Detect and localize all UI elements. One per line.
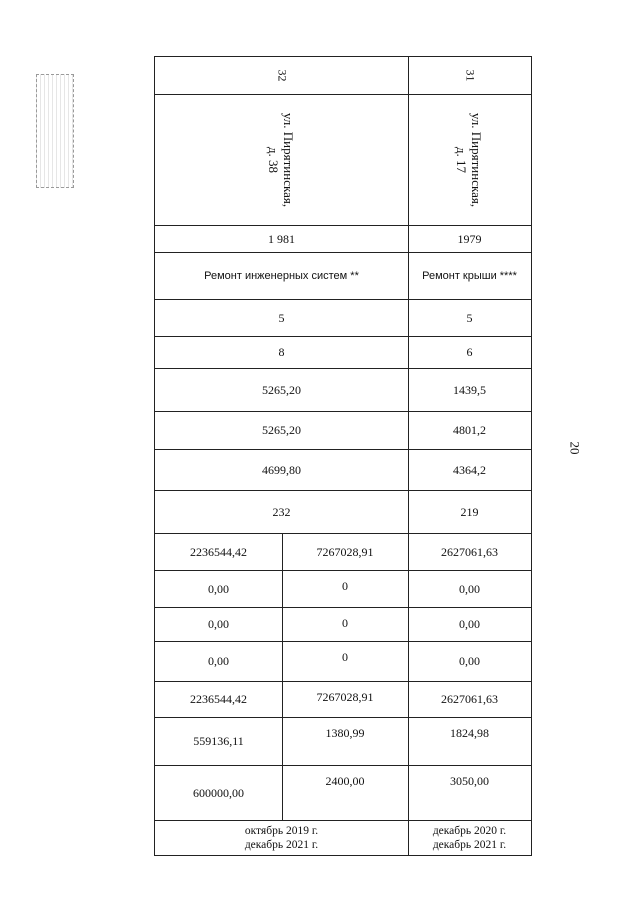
address-row [155,94,531,225]
floors-row [155,299,531,336]
cost-row [155,765,531,820]
year-32: 1 981 [268,231,295,246]
entrances-row [155,336,531,368]
cost-31: 0,00 [459,617,480,631]
column-number-31: 31 [463,69,477,82]
area-living-31: 4364,2 [453,462,486,477]
residents-row [155,490,531,533]
cost-32-a: 2236544,42 [190,692,247,706]
period-row [155,820,531,855]
address-31: ул. Пирятинская, д. 17 [454,112,485,208]
floors-32: 5 [278,310,285,325]
cost-32-b: 7267028,91 [316,690,374,704]
year-row [155,225,531,252]
cost-31: 0,00 [459,654,480,668]
cost-32-a: 0,00 [208,617,229,631]
cost-31: 2627061,63 [441,544,498,559]
cost-32-b: 2400,00 [325,774,365,788]
cost-32-a: 600000,00 [193,785,244,800]
column-number-row [155,57,531,94]
cost-32-a: 559136,11 [193,734,244,748]
cost-32-a: 0,00 [208,581,229,596]
period-32: октябрь 2019 г. декабрь 2021 г. [244,825,319,851]
entrances-31: 6 [466,345,473,359]
cost-31: 1824,98 [450,726,489,740]
cost-31: 0,00 [459,581,480,596]
work-type-31: Ремонт крыши **** [422,270,517,282]
area-living-row [155,449,531,490]
cost-row [155,641,531,681]
cost-32-a: 2236544,42 [190,544,247,559]
area-rooms-32: 5265,20 [262,423,301,437]
cost-31: 2627061,63 [441,692,498,706]
cost-32-b: 0 [342,616,348,630]
page-number: 20 [567,441,583,455]
cost-row [155,533,531,570]
cost-32-b: 0 [342,650,348,664]
residents-32: 232 [272,504,291,519]
year-31: 1979 [457,231,482,246]
cost-row [155,717,531,765]
area-total-row [155,368,531,411]
work-type-row [155,252,531,299]
floors-31: 5 [466,310,473,325]
cost-32-b: 1380,99 [325,726,365,740]
cost-32-a: 0,00 [208,654,229,668]
archive-stamp [36,74,74,188]
cost-row [155,607,531,641]
period-31: декабрь 2020 г. декабрь 2021 г. [432,825,507,851]
cost-31: 3050,00 [450,774,489,788]
work-type-32: Ремонт инженерных систем ** [204,270,359,282]
area-total-31: 1439,5 [453,382,486,397]
area-living-32: 4699,80 [262,462,301,477]
housing-repair-table [154,56,532,856]
cost-32-b: 0 [342,579,348,593]
area-total-32: 5265,20 [262,382,301,397]
cost-32-b: 7267028,91 [316,544,374,559]
cost-row [155,681,531,717]
cost-row [155,570,531,607]
column-number-32: 32 [275,69,289,82]
area-rooms-31: 4801,2 [453,423,486,437]
area-rooms-row [155,411,531,449]
residents-31: 219 [460,504,479,519]
entrances-32: 8 [278,345,285,359]
address-32: ул. Пирятинская, д. 38 [266,112,297,208]
